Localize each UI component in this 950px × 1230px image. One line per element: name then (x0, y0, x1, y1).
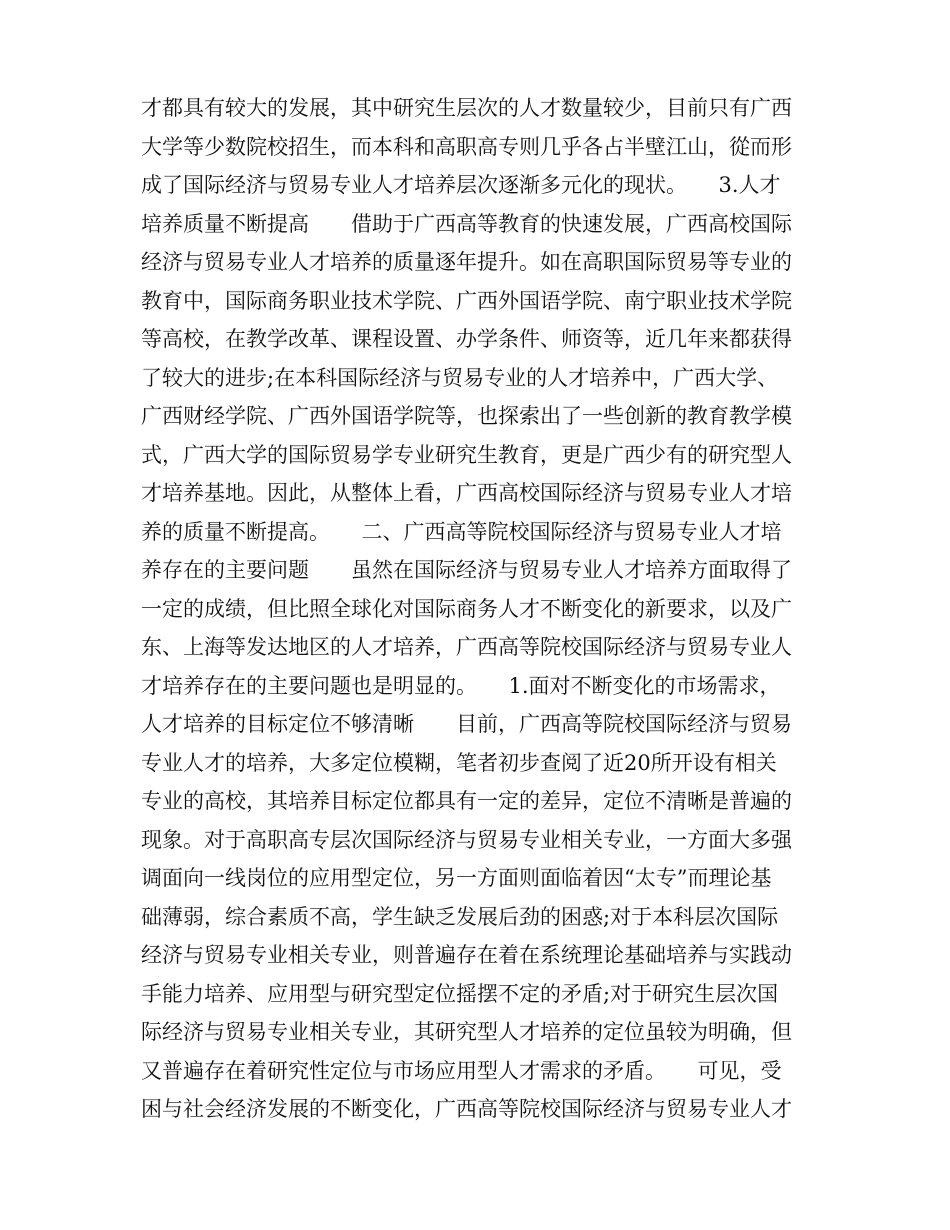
text-line: 经济与贸易专业相关专业，则普遍存在着在系统理论基础培养与实践动 (141, 943, 792, 967)
text-line: 一定的成绩，但比照全球化对国际商务人才不断变化的新要求，以及广 (141, 596, 792, 621)
text-line: 教育中，国际商务职业技术学院、广西外国语学院、南宁职业技术学院 (141, 288, 792, 313)
text-line: 养的质量不断提高。 二、广西高等院校国际经济与贸易专业人才培 (141, 519, 782, 544)
text-line: 人才培养的目标定位不够清晰 目前，广西高等院校国际经济与贸易 (141, 712, 792, 736)
text-line: 困与社会经济发展的不断变化，广西高等院校国际经济与贸易专业人才 (141, 1097, 792, 1121)
text-line: 东、上海等发达地区的人才培养，广西高等院校国际经济与贸易专业人 (141, 635, 792, 659)
body-text (141, 89, 821, 1129)
text-line: 础薄弱，综合素质不高，学生缺乏发展后劲的困惑;对于本科层次国际 (141, 904, 779, 929)
text-line: 才都具有较大的发展，其中研究生层次的人才数量较少，目前只有广西 (141, 96, 792, 120)
text-line: 才培养基地。因此，从整体上看，广西高校国际经济与贸易专业人才培 (141, 481, 792, 505)
text-line: 现象。对于高职高专层次国际经济与贸易专业相关专业，一方面大多强 (141, 827, 792, 852)
text-line: 又普遍存在着研究性定位与市场应用型人才需求的矛盾。 可见，受 (141, 1058, 782, 1083)
text-line: 际经济与贸易专业相关专业，其研究型人才培养的定位虽较为明确，但 (141, 1020, 792, 1044)
text-line: 调面向一线岗位的应用型定位，另一方面则面临着因“太专”而理论基 (141, 866, 772, 890)
text-line: 等高校，在教学改革、课程设置、办学条件、师资等，近几年来都获得 (141, 327, 792, 351)
text-line: 式，广西大学的国际贸易学专业研究生教育，更是广西少有的研究型人 (141, 442, 792, 467)
text-line: 培养质量不断提高 借助于广西高等教育的快速发展，广西高校国际 (141, 211, 792, 236)
text-line: 大学等少数院校招生，而本科和高职高专则几乎各占半壁江山，從而形 (141, 134, 792, 159)
text-line: 手能力培养、应用型与研究型定位摇摆不定的矛盾;对于研究生层次国 (141, 981, 779, 1006)
text-line: 养存在的主要问题 虽然在国际经济与贸易专业人才培养方面取得了 (141, 558, 792, 582)
text-line: 广西财经学院、广西外国语学院等，也探索出了一些创新的教育教学模 (141, 404, 792, 428)
text-line: 专业人才的培养，大多定位模糊，笔者初步查阅了近20所开设有相关 (141, 750, 777, 775)
text-line: 才培养存在的主要问题也是明显的。 1.面对不断变化的市场需求， (141, 673, 781, 698)
text-line: 经济与贸易专业人才培养的质量逐年提升。如在高职国际贸易等专业的 (141, 250, 792, 274)
text-line: 专业的高校，其培养目标定位都具有一定的差异，定位不清晰是普遍的 (141, 789, 792, 813)
text-line: 了较大的进步;在本科国际经济与贸易专业的人才培养中，广西大学、 (141, 365, 779, 390)
text-line: 成了国际经济与贸易专业人才培养层次逐渐多元化的现状。 3.人才 (141, 173, 781, 197)
